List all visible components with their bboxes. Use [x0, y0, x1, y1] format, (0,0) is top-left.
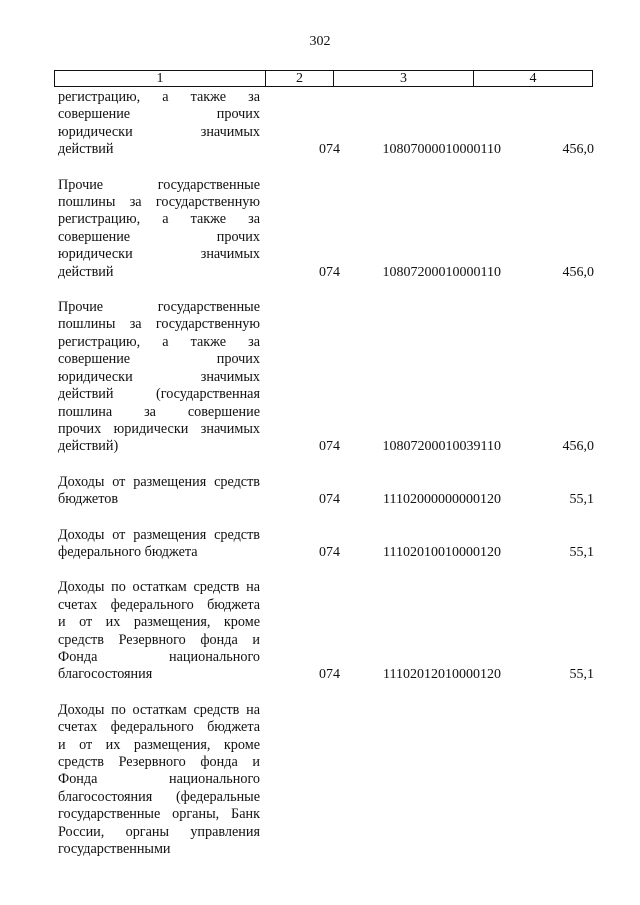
description-line: счетах федерального бюджета [58, 719, 260, 736]
row-amount: 456,0 [562, 439, 594, 455]
row-description [58, 579, 260, 683]
table-row [58, 579, 594, 683]
row-classification-code: 10807000010000110 [382, 142, 501, 158]
description-line: счетах федерального бюджета [58, 596, 260, 613]
row-description [58, 299, 260, 456]
row-amount: 55,1 [569, 492, 594, 508]
description-line: регистрацию, а также за [58, 333, 260, 350]
table-row [58, 89, 594, 159]
description-line: пошлины за государственную [58, 316, 260, 333]
description-line: юридически значимых [58, 368, 260, 385]
row-classification-code: 10807200010000110 [382, 264, 501, 280]
description-line: России, органы управления [58, 823, 260, 840]
description-line: совершение прочих [58, 228, 260, 245]
description-line: действий (государственная [58, 386, 260, 403]
description-line: прочих юридически значимых [58, 420, 260, 437]
description-line: средств Резервного фонда и [58, 754, 260, 770]
description-line: регистрацию, а также за [58, 89, 260, 105]
description-line: действий) [58, 438, 119, 455]
row-description [58, 527, 260, 562]
table-row [58, 702, 594, 859]
description-line: Доходы по остаткам средств на [58, 579, 260, 596]
description-line: действий [58, 263, 114, 280]
row-classification-code: 11102010010000120 [383, 544, 501, 560]
description-line: действий [58, 141, 114, 158]
row-admin-code: 074 [319, 142, 340, 158]
description-line: федерального бюджета [58, 543, 198, 560]
description-line: бюджетов [58, 491, 119, 508]
row-amount: 456,0 [562, 264, 594, 280]
row-description [58, 177, 260, 281]
header-col-4: 4 [529, 71, 537, 86]
row-classification-code: 11102012010000120 [383, 667, 501, 683]
row-description [58, 89, 260, 159]
row-description [58, 702, 260, 859]
description-line: и от их размещения, кроме [58, 614, 260, 631]
row-amount: 55,1 [569, 544, 594, 560]
description-line: регистрацию, а также за [58, 211, 260, 228]
table-row [58, 299, 594, 456]
description-line: благосостояния (федеральные [58, 788, 260, 805]
row-classification-code: 10807200010039110 [382, 439, 501, 455]
description-line: Фонда национального [58, 648, 260, 665]
description-line: юридически значимых [58, 123, 260, 140]
row-admin-code: 074 [319, 264, 340, 280]
table-row [58, 177, 594, 281]
table-row [58, 474, 594, 509]
description-line: пошлина за совершение [58, 403, 260, 420]
row-amount: 456,0 [562, 142, 594, 158]
description-line: государственными [58, 841, 171, 858]
description-line: Фонда национального [58, 771, 260, 788]
row-admin-code: 074 [319, 492, 340, 508]
description-line: Доходы от размещения средств [58, 526, 260, 543]
description-line: Прочие государственные [58, 176, 260, 193]
row-admin-code: 074 [319, 544, 340, 560]
row-admin-code: 074 [319, 667, 340, 683]
description-line: средств Резервного фонда и [58, 631, 260, 648]
row-classification-code: 11102000000000120 [383, 492, 501, 508]
header-col-2: 2 [266, 71, 334, 86]
table-row [58, 527, 594, 562]
header-col-1: 1 [55, 71, 266, 86]
row-admin-code: 074 [319, 439, 340, 455]
row-description [58, 474, 260, 509]
description-line: государственные органы, Банк [58, 806, 260, 823]
description-line: совершение прочих [58, 351, 260, 368]
description-line: Прочие государственные [58, 299, 260, 316]
description-line: совершение прочих [58, 106, 260, 123]
description-line: Доходы по остаткам средств на [58, 701, 260, 718]
row-amount: 55,1 [569, 667, 594, 683]
table-header [54, 70, 593, 87]
description-line: Доходы от размещения средств [58, 473, 260, 490]
description-line: юридически значимых [58, 246, 260, 263]
description-line: и от их размещения, кроме [58, 736, 260, 753]
table-body [58, 89, 594, 876]
description-line: благосостояния [58, 666, 153, 683]
header-col-3: 3 [334, 71, 474, 86]
page-number: 302 [309, 34, 331, 49]
description-line: пошлины за государственную [58, 194, 260, 211]
